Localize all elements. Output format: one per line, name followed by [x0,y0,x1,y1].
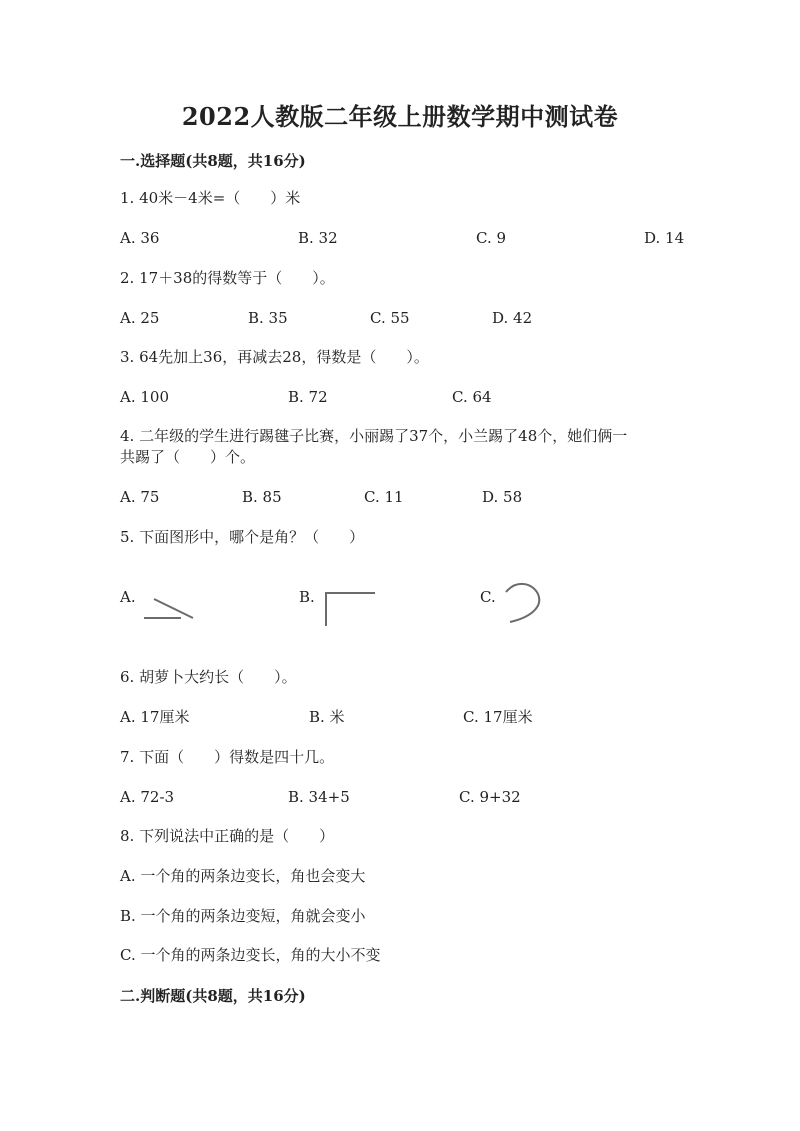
q2-option-a[interactable]: A. 25 [120,309,160,327]
q1-option-d[interactable]: D. 14 [644,229,685,247]
q5-option-c[interactable]: C. [480,588,496,606]
q1-option-a[interactable]: A. 36 [120,229,160,247]
q1-option-c[interactable]: C. 9 [476,229,507,247]
question-2: 2. 17＋38的得数等于（ ）。 [120,269,335,287]
q7-option-c[interactable]: C. 9+32 [459,788,521,806]
q2-option-c[interactable]: C. 55 [370,309,410,327]
q8-option-b[interactable]: B. 一个角的两条边变短，角就会变小 [120,907,366,925]
q5-figure-b [320,588,380,628]
q2-option-d[interactable]: D. 42 [492,309,533,327]
q7-option-b[interactable]: B. 34+5 [288,788,350,806]
page-title: 2022人教版二年级上册数学期中测试卷 [181,102,619,131]
q8-option-c[interactable]: C. 一个角的两条边变长，角的大小不变 [120,946,381,964]
q6-option-b[interactable]: B. 米 [309,708,345,726]
figure-c-curve [506,584,539,622]
question-8: 8. 下列说法中正确的是（ ） [120,827,335,845]
question-3: 3. 64先加上36，再减去28，得数是（ ）。 [120,348,429,366]
section-heading-judgment: 二.判断题(共8题，共16分) [120,987,306,1005]
q7-option-a[interactable]: A. 72-3 [120,788,175,806]
q5-option-a[interactable]: A. [120,588,136,606]
q3-option-b[interactable]: B. 72 [288,388,328,406]
q5-option-b[interactable]: B. [299,588,315,606]
q4-option-d[interactable]: D. 58 [482,488,523,506]
figure-a-slant-line [154,599,193,618]
q8-option-a[interactable]: A. 一个角的两条边变长，角也会变大 [120,867,366,885]
question-1: 1. 40米－4米=（ ）米 [120,189,301,207]
q3-option-c[interactable]: C. 64 [452,388,492,406]
figure-b-angle [326,593,375,626]
question-4-line-1: 4. 二年级的学生进行踢毽子比赛，小丽踢了37个，小兰踢了48个，她们俩一 [120,427,628,445]
question-5: 5. 下面图形中，哪个是角？（ ） [120,528,365,546]
question-6: 6. 胡萝卜大约长（ ）。 [120,668,297,686]
q5-figure-a [140,592,200,626]
q4-option-c[interactable]: C. 11 [364,488,404,506]
section-heading-choice: 一.选择题(共8题，共16分) [120,152,306,170]
q1-option-b[interactable]: B. 32 [298,229,338,247]
q4-option-b[interactable]: B. 85 [242,488,282,506]
question-4-line-2: 共踢了（ ）个。 [120,448,256,466]
q3-option-a[interactable]: A. 100 [120,388,169,406]
q6-option-a[interactable]: A. 17厘米 [120,708,190,726]
q2-option-b[interactable]: B. 35 [248,309,288,327]
q4-option-a[interactable]: A. 75 [120,488,160,506]
question-7: 7. 下面（ ）得数是四十几。 [120,748,335,766]
q5-figure-c [500,578,550,628]
q6-option-c[interactable]: C. 17厘米 [463,708,533,726]
